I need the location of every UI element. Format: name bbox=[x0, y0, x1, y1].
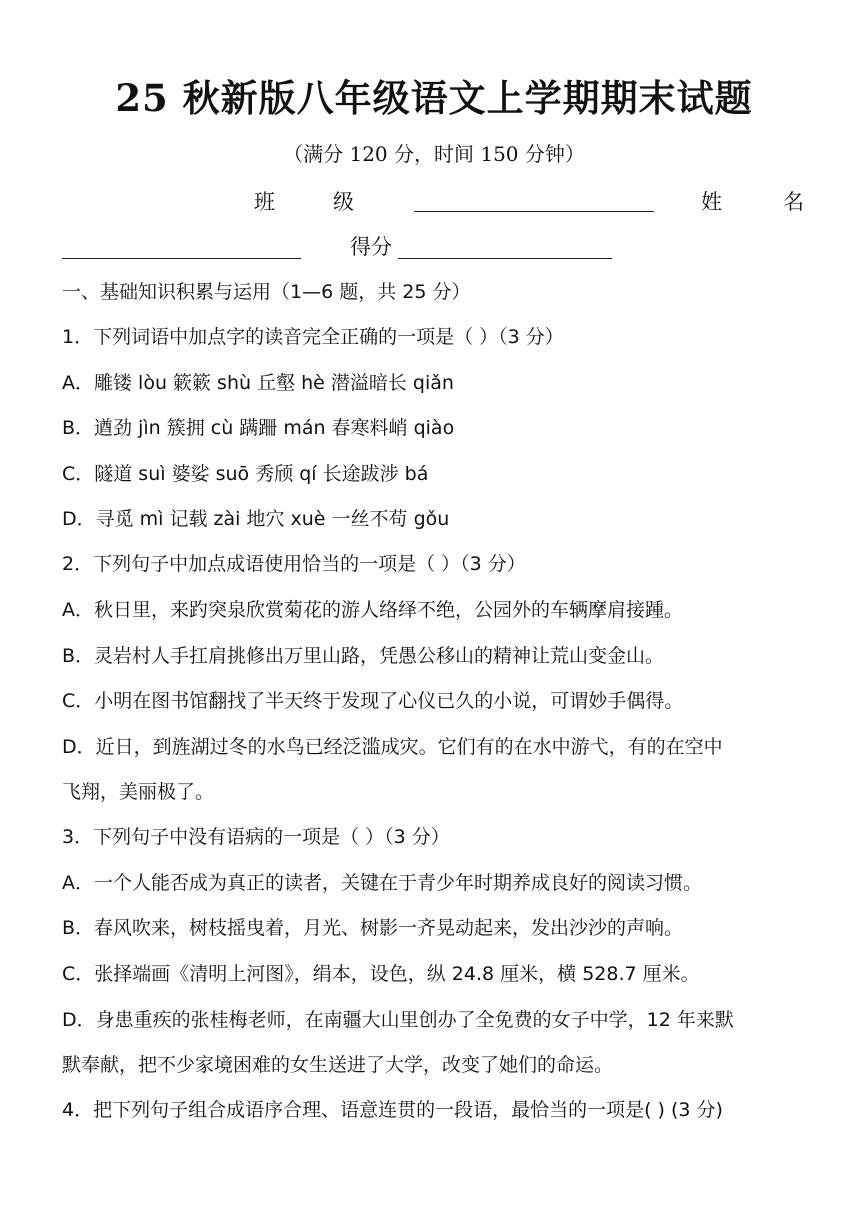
question-3-option-b: B．春风吹来，树枝摇曳着，月光、树影一齐晃动起来，发出沙沙的声响。 bbox=[62, 917, 684, 939]
question-1-option-c: C．隧道 suì 婆娑 suō 秀颀 qí 长途跋涉 bá bbox=[62, 463, 429, 485]
question-4-stem: 4．把下列句子组合成语序合理、语意连贯的一段语，最恰当的一项是( ) (3 分) bbox=[62, 1099, 723, 1121]
question-3-option-d: D．身患重疾的张桂梅老师，在南疆大山里创办了全免费的女子中学，12 年来默 bbox=[62, 1009, 734, 1031]
class-label-char-1: 班 bbox=[254, 190, 275, 214]
name-blank[interactable] bbox=[62, 258, 301, 259]
class-blank[interactable] bbox=[414, 211, 654, 212]
question-3-option-c: C．张择端画《清明上河图》，绢本，设色，纵 24.8 厘米，横 528.7 厘米。 bbox=[62, 963, 700, 985]
name-label-char-2: 名 bbox=[783, 190, 804, 214]
question-3-option-a: A．一个人能否成为真正的读者，关键在于青少年时期养成良好的阅读习惯。 bbox=[62, 872, 702, 894]
question-1-option-a: A．雕镂 lòu 簌簌 shù 丘壑 hè 潜溢暗长 qiǎn bbox=[62, 372, 454, 394]
question-2-option-a: A．秋日里，来趵突泉欣赏菊花的游人络绎不绝，公园外的车辆摩肩接踵。 bbox=[62, 599, 683, 621]
class-label-char-2: 级 bbox=[333, 190, 354, 214]
exam-title: 25 秋新版八年级语文上学期期末试题 bbox=[115, 76, 753, 120]
question-3-stem: 3．下列句子中没有语病的一项是（ ）（3 分） bbox=[62, 826, 450, 848]
exam-subtitle: （满分 120 分，时间 150 分钟） bbox=[283, 142, 585, 166]
question-1-option-d: D．寻觅 mì 记载 zài 地穴 xuè 一丝不苟 gǒu bbox=[62, 508, 450, 530]
question-3-option-d-continued: 默奉献，把不少家境困难的女生送进了大学，改变了她们的命运。 bbox=[62, 1054, 614, 1076]
section-heading: 一、基础知识积累与运用（1—6 题，共 25 分） bbox=[62, 281, 471, 303]
question-2-option-b: B．灵岩村人手扛肩挑修出万里山路，凭愚公移山的精神让荒山变金山。 bbox=[62, 645, 665, 667]
question-1-stem: 1．下列词语中加点字的读音完全正确的一项是（ ）（3 分） bbox=[62, 326, 564, 348]
question-2-option-d: D．近日，到旌湖过冬的水鸟已经泛滥成灾。它们有的在水中游弋，有的在空中 bbox=[62, 736, 723, 758]
score-label: 得分 bbox=[350, 235, 392, 259]
question-2-option-d-continued: 飞翔，美丽极了。 bbox=[62, 781, 215, 803]
question-2-option-c: C．小明在图书馆翻找了半天终于发现了心仪已久的小说，可谓妙手偶得。 bbox=[62, 690, 684, 712]
score-blank[interactable] bbox=[398, 258, 612, 259]
question-2-stem: 2．下列句子中加点成语使用恰当的一项是（ ）（3 分） bbox=[62, 553, 526, 575]
name-label-char-1: 姓 bbox=[701, 190, 722, 214]
question-1-option-b: B．遒劲 jìn 簇拥 cù 蹒跚 mán 春寒料峭 qiào bbox=[62, 417, 455, 439]
